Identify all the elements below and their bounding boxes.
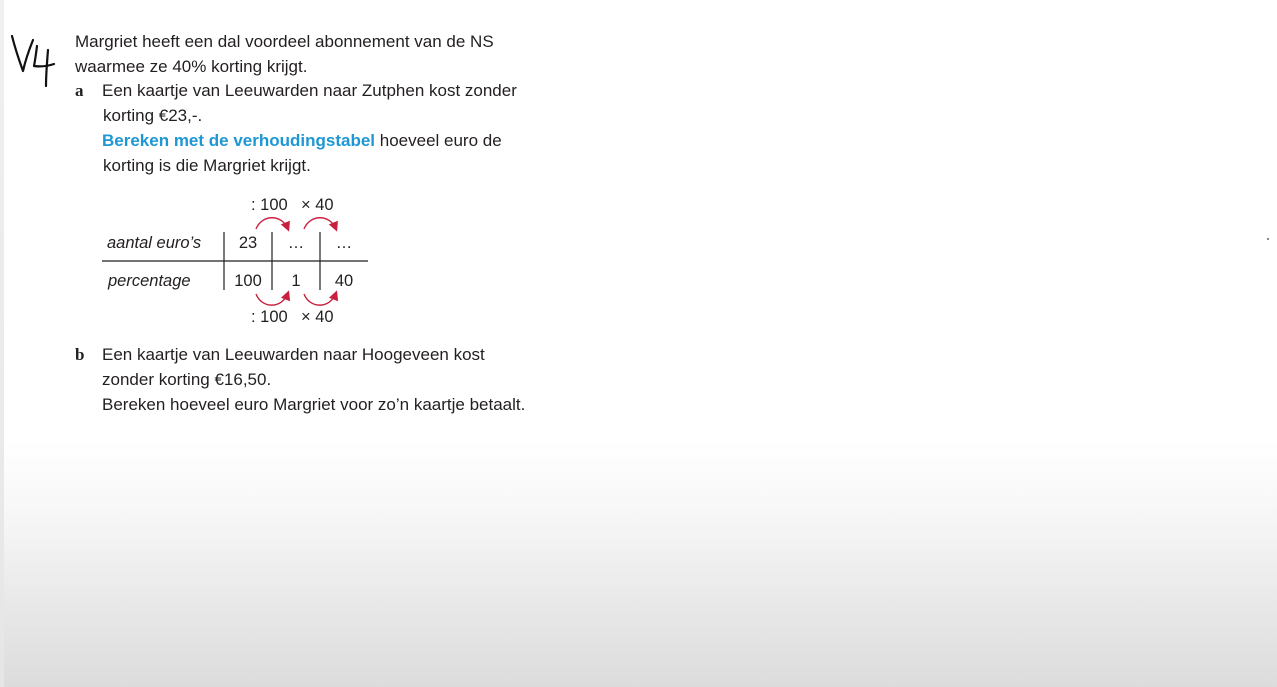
cell-top-3: … — [335, 234, 353, 252]
question-a-line-1: Een kaartje van Leeuwarden naar Zutphen kost zonder — [102, 81, 517, 100]
question-a-highlight: Bereken met de verhoudingstabel — [102, 131, 376, 150]
question-a-line-2: korting €23,-. — [103, 106, 203, 125]
bottom-op-multiply: × 40 — [301, 308, 334, 326]
question-a-letter: a — [75, 81, 84, 100]
top-op-multiply: × 40 — [301, 196, 334, 214]
row-label-percentage: percentage — [108, 272, 191, 290]
bottom-op-divide: : 100 — [251, 308, 288, 326]
intro-line-2: waarmee ze 40% korting krijgt. — [75, 57, 308, 76]
question-b-line-2: zonder korting €16,50. — [102, 370, 272, 389]
cell-bottom-1: 100 — [234, 272, 262, 290]
question-b-line-3: Bereken hoeveel euro Margriet voor zo’n kaartje betaalt. — [102, 395, 526, 414]
question-a-line-3: hoeveel euro de — [375, 131, 502, 150]
cell-bottom-3: 40 — [334, 272, 354, 290]
cell-bottom-2: 1 — [291, 272, 301, 290]
cell-top-2: … — [287, 234, 305, 252]
question-b — [75, 342, 525, 417]
question-a-line-4: korting is die Margriet krijgt. — [103, 156, 311, 175]
intro-line-1: Margriet heeft een dal voordeel abonnement van de NS — [75, 32, 494, 51]
top-op-divide: : 100 — [251, 196, 288, 214]
question-b-line-1: Een kaartje van Leeuwarden naar Hoogeveen kost — [102, 345, 485, 364]
stray-dot — [1267, 238, 1269, 240]
row-label-euros: aantal euro’s — [107, 234, 202, 252]
cell-top-1: 23 — [238, 234, 258, 252]
question-b-letter: b — [75, 345, 85, 364]
